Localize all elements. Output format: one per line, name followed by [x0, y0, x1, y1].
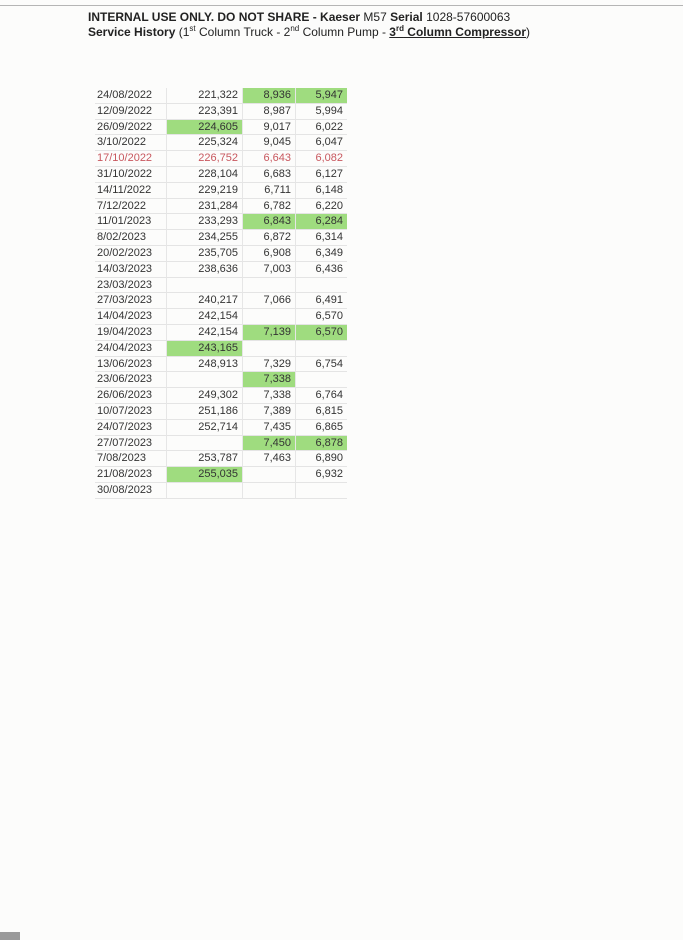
- table-row: [95, 404, 347, 420]
- compressor-cell: 6,932: [296, 467, 347, 483]
- pump-cell: 6,908: [243, 246, 296, 262]
- table-row: [95, 120, 347, 136]
- header-sup: nd: [290, 24, 300, 33]
- pump-cell: 7,389: [243, 404, 296, 420]
- header-text: Column Truck - 2: [195, 25, 291, 39]
- date-cell: 10/07/2023: [95, 404, 167, 420]
- date-cell: 27/03/2023: [95, 293, 167, 309]
- pump-cell: [243, 278, 296, 294]
- pump-cell: 7,450: [243, 436, 296, 452]
- pump-cell: 8,936: [243, 88, 296, 104]
- table-row: [95, 135, 347, 151]
- header-text: ): [525, 25, 530, 39]
- compressor-cell: 6,754: [296, 357, 347, 373]
- compressor-cell: 6,890: [296, 451, 347, 467]
- pump-cell: 6,643: [243, 151, 296, 167]
- pump-cell: 7,463: [243, 451, 296, 467]
- compressor-cell: 6,220: [296, 199, 347, 215]
- date-cell: 11/01/2023: [95, 214, 167, 230]
- scan-edge-mark: [0, 932, 20, 940]
- date-cell: 7/12/2022: [95, 199, 167, 215]
- pump-cell: 8,987: [243, 104, 296, 120]
- table-row: [95, 199, 347, 215]
- table-row: [95, 388, 347, 404]
- header-text: 3: [389, 25, 396, 39]
- date-cell: 13/06/2023: [95, 357, 167, 373]
- table-row: [95, 151, 347, 167]
- table-row: [95, 420, 347, 436]
- pump-cell: 6,683: [243, 167, 296, 183]
- compressor-cell: 6,022: [296, 120, 347, 136]
- truck-cell: 253,787: [167, 451, 243, 467]
- header-sup: rd: [395, 24, 404, 33]
- truck-cell: 238,636: [167, 262, 243, 278]
- truck-cell: [167, 436, 243, 452]
- truck-cell: 224,605: [167, 120, 243, 136]
- truck-cell: 231,284: [167, 199, 243, 215]
- table-row: [95, 467, 347, 483]
- date-cell: 12/09/2022: [95, 104, 167, 120]
- pump-cell: 7,338: [243, 372, 296, 388]
- pump-cell: 7,435: [243, 420, 296, 436]
- truck-cell: 234,255: [167, 230, 243, 246]
- truck-cell: 233,293: [167, 214, 243, 230]
- truck-cell: 223,391: [167, 104, 243, 120]
- table-row: [95, 104, 347, 120]
- pump-cell: 7,139: [243, 325, 296, 341]
- table-row: [95, 293, 347, 309]
- truck-cell: 225,324: [167, 135, 243, 151]
- compressor-cell: [296, 341, 347, 357]
- pump-cell: 6,872: [243, 230, 296, 246]
- date-cell: 14/04/2023: [95, 309, 167, 325]
- date-cell: 27/07/2023: [95, 436, 167, 452]
- date-cell: 3/10/2022: [95, 135, 167, 151]
- pump-cell: [243, 341, 296, 357]
- header-model: M57: [360, 10, 391, 24]
- truck-cell: [167, 483, 243, 499]
- truck-cell: 243,165: [167, 341, 243, 357]
- date-cell: 8/02/2023: [95, 230, 167, 246]
- date-cell: 14/11/2022: [95, 183, 167, 199]
- date-cell: 14/03/2023: [95, 262, 167, 278]
- truck-cell: 221,322: [167, 88, 243, 104]
- pump-cell: 7,338: [243, 388, 296, 404]
- compressor-cell: 5,947: [296, 88, 347, 104]
- compressor-cell: 6,148: [296, 183, 347, 199]
- truck-cell: 252,714: [167, 420, 243, 436]
- compressor-cell: 6,570: [296, 325, 347, 341]
- pump-cell: 7,329: [243, 357, 296, 373]
- pump-cell: 9,045: [243, 135, 296, 151]
- date-cell: 31/10/2022: [95, 167, 167, 183]
- header-warning: INTERNAL USE ONLY. DO NOT SHARE - Kaeser: [88, 10, 361, 24]
- compressor-cell: 6,815: [296, 404, 347, 420]
- compressor-cell: 6,349: [296, 246, 347, 262]
- date-cell: 30/08/2023: [95, 483, 167, 499]
- truck-cell: 240,217: [167, 293, 243, 309]
- compressor-cell: [296, 483, 347, 499]
- pump-cell: [243, 483, 296, 499]
- table-row: [95, 183, 347, 199]
- date-cell: 24/08/2022: [95, 88, 167, 104]
- document-header: [88, 10, 648, 40]
- date-cell: 21/08/2023: [95, 467, 167, 483]
- compressor-cell: [296, 278, 347, 294]
- truck-cell: 226,752: [167, 151, 243, 167]
- table-row: [95, 436, 347, 452]
- header-serial-value: 1028-57600063: [422, 10, 511, 24]
- service-history-label: Service History: [88, 25, 176, 39]
- table-row: [95, 357, 347, 373]
- header-text: Column Pump -: [299, 25, 390, 39]
- date-cell: 17/10/2022: [95, 151, 167, 167]
- table-row: [95, 88, 347, 104]
- compressor-cell: 6,314: [296, 230, 347, 246]
- date-cell: 23/03/2023: [95, 278, 167, 294]
- truck-cell: 235,705: [167, 246, 243, 262]
- date-cell: 19/04/2023: [95, 325, 167, 341]
- truck-cell: 248,913: [167, 357, 243, 373]
- header-text: Column Compressor: [403, 25, 526, 39]
- pump-cell: 7,003: [243, 262, 296, 278]
- header-line-2: [88, 25, 648, 40]
- compressor-cell: 5,994: [296, 104, 347, 120]
- table-row: [95, 451, 347, 467]
- table-row: [95, 483, 347, 499]
- date-cell: 26/09/2022: [95, 120, 167, 136]
- compressor-cell: 6,878: [296, 436, 347, 452]
- table-row: [95, 309, 347, 325]
- truck-cell: 251,186: [167, 404, 243, 420]
- header-line-1: [88, 10, 648, 25]
- date-cell: 23/06/2023: [95, 372, 167, 388]
- pump-cell: 9,017: [243, 120, 296, 136]
- truck-cell: 242,154: [167, 309, 243, 325]
- date-cell: 24/07/2023: [95, 420, 167, 436]
- pump-cell: 6,843: [243, 214, 296, 230]
- pump-cell: [243, 467, 296, 483]
- compressor-cell: 6,047: [296, 135, 347, 151]
- compressor-cell: 6,284: [296, 214, 347, 230]
- table-row: [95, 372, 347, 388]
- truck-cell: 228,104: [167, 167, 243, 183]
- compressor-cell: 6,491: [296, 293, 347, 309]
- top-rule: [0, 5, 683, 6]
- truck-cell: [167, 278, 243, 294]
- truck-cell: 249,302: [167, 388, 243, 404]
- table-row: [95, 230, 347, 246]
- table-row: [95, 262, 347, 278]
- compressor-cell: 6,436: [296, 262, 347, 278]
- table-row: [95, 246, 347, 262]
- header-sup: st: [189, 24, 196, 33]
- table-row: [95, 278, 347, 294]
- compressor-cell: 6,570: [296, 309, 347, 325]
- table-row: [95, 325, 347, 341]
- date-cell: 20/02/2023: [95, 246, 167, 262]
- compressor-cell: [296, 372, 347, 388]
- truck-cell: 255,035: [167, 467, 243, 483]
- table-row: [95, 214, 347, 230]
- date-cell: 26/06/2023: [95, 388, 167, 404]
- truck-cell: 242,154: [167, 325, 243, 341]
- header-serial-label: Serial: [390, 10, 423, 24]
- compressor-cell: 6,764: [296, 388, 347, 404]
- header-text: (1: [175, 25, 190, 39]
- compressor-cell: 6,082: [296, 151, 347, 167]
- compressor-cell: 6,127: [296, 167, 347, 183]
- pump-cell: 6,711: [243, 183, 296, 199]
- pump-cell: [243, 309, 296, 325]
- date-cell: 24/04/2023: [95, 341, 167, 357]
- compressor-cell: 6,865: [296, 420, 347, 436]
- truck-cell: 229,219: [167, 183, 243, 199]
- table-row: [95, 341, 347, 357]
- pump-cell: 7,066: [243, 293, 296, 309]
- date-cell: 7/08/2023: [95, 451, 167, 467]
- table-row: [95, 167, 347, 183]
- pump-cell: 6,782: [243, 199, 296, 215]
- truck-cell: [167, 372, 243, 388]
